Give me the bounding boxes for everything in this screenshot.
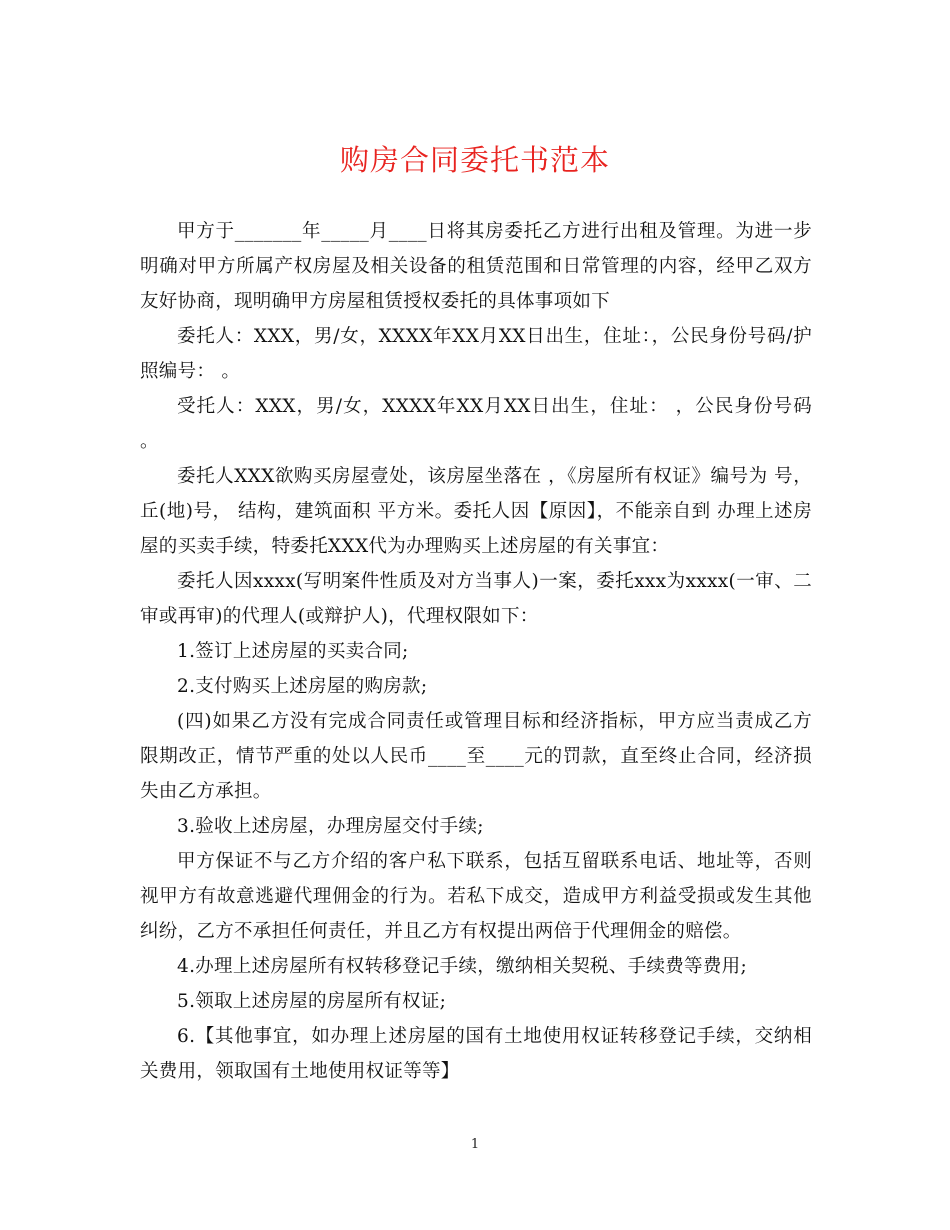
document-body (140, 214, 812, 1089)
list-item-3: 3.验收上述房屋，办理房屋交付手续; (177, 816, 484, 837)
document-title: 购房合同委托书范本 (339, 143, 610, 177)
list-item-1: 1.签订上述房屋的买卖合同; (177, 641, 409, 662)
paragraph-property: 委托人XXX欲购买房屋壹处，该房屋坐落在 ，《房屋所有权证》编号为 号，丘(地)号， 结构，建筑面积 平方米。委托人因【原因】，不能亲自到 办理上述房屋的买卖手续，特委托XXX代为办理购买上述房屋的有关事宜： (140, 466, 812, 557)
page-number: 1 (470, 1137, 480, 1152)
paragraph-penalty: (四)如果乙方没有完成合同责任或管理目标和经济指标，甲方应当责成乙方限期改正，情节严重的处以人民币____至____元的罚款，直至终止合同，经济损失由乙方承担。 (140, 711, 812, 802)
paragraph-principal: 委托人：XXX，男/女，XXXX年XX月XX日出生，住址：，公民身份号码/护照编号： 。 (140, 326, 812, 382)
paragraph-agent: 受托人：XXX，男/女，XXXX年XX月XX日出生，住址： ，公民身份号码 。 (140, 396, 812, 452)
list-item-6: 6.【其他事宜，如办理上述房屋的国有土地使用权证转移登记手续，交纳相关费用，领取国有土地使用权证等等】 (140, 1026, 812, 1082)
list-item-5: 5.领取上述房屋的房屋所有权证; (177, 991, 447, 1012)
paragraph-case: 委托人因xxxx(写明案件性质及对方当事人)一案，委托xxx为xxxx(一审、二审或再审)的代理人(或辩护人)，代理权限如下： (140, 571, 812, 627)
list-item-4: 4.办理上述房屋所有权转移登记手续，缴纳相关契税、手续费等费用; (177, 956, 747, 977)
paragraph-guarantee: 甲方保证不与乙方介绍的客户私下联系，包括互留联系电话、地址等，否则视甲方有故意逃避代理佣金的行为。若私下成交，造成甲方利益受损或发生其他纠纷，乙方不承担任何责任，并且乙方有权提出两倍于代理佣金的赔偿。 (140, 851, 812, 942)
list-item-2: 2.支付购买上述房屋的购房款; (177, 676, 428, 697)
paragraph-intro: 甲方于_______年_____月____日将其房委托乙方进行出租及管理。为进一步明确对甲方所属产权房屋及相关设备的租赁范围和日常管理的内容，经甲乙双方友好协商，现明确甲方房屋租赁授权委托的具体事项如下 (140, 221, 812, 312)
